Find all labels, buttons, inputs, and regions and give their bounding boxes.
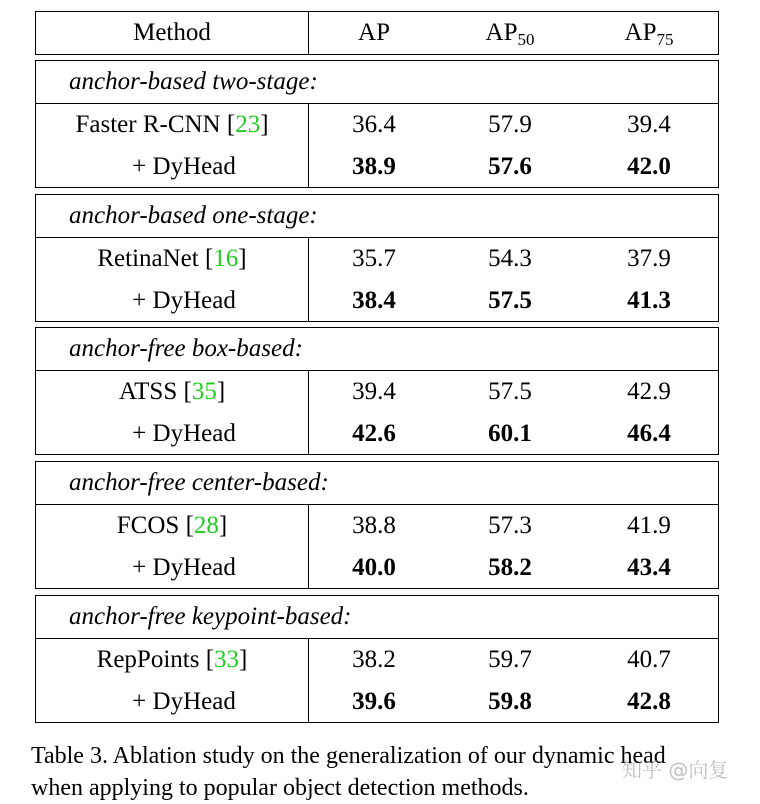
ap-value: 38.8	[352, 512, 396, 539]
ap75-value: 41.3	[627, 287, 671, 314]
method-name: FCOS [28]	[116, 512, 228, 539]
ap50-value: 54.3	[488, 245, 532, 272]
column-divider	[308, 12, 309, 54]
method-name: + DyHead	[132, 153, 236, 180]
table-row	[36, 280, 718, 322]
section-title: anchor-free keypoint-based:	[69, 603, 352, 630]
table-row	[36, 681, 718, 723]
ap75-value: 37.9	[627, 245, 671, 272]
ap75-value: 43.4	[627, 554, 671, 581]
method-name: + DyHead	[132, 287, 236, 314]
table-row	[36, 547, 718, 589]
method-name: ATSS [35]	[118, 378, 226, 405]
ap75-value: 46.4	[627, 420, 671, 447]
ap-value: 38.2	[352, 646, 396, 673]
citation-link[interactable]: 16	[213, 245, 239, 272]
section-two-stage	[35, 60, 719, 188]
section-title: anchor-based two-stage:	[69, 68, 318, 95]
ap-value: 42.6	[352, 420, 396, 447]
table-row	[36, 146, 718, 188]
section-title: anchor-free center-based:	[69, 469, 329, 496]
ap75-value: 42.0	[627, 153, 671, 180]
table-row	[36, 371, 718, 413]
ap50-value: 57.5	[488, 378, 532, 405]
method-name: RetinaNet [16]	[97, 245, 247, 272]
method-name: RepPoints [33]	[96, 646, 248, 673]
section-box-based	[35, 327, 719, 455]
ap50-value: 57.5	[488, 287, 532, 314]
citation-link[interactable]: 33	[214, 646, 240, 673]
ap50-value: 57.9	[488, 111, 532, 138]
section-title: anchor-based one-stage:	[69, 202, 318, 229]
table-row	[36, 639, 718, 681]
citation-link[interactable]: 23	[235, 111, 261, 138]
caption-line: Table 3. Ablation study on the generalization of our dynamic head	[31, 743, 666, 769]
ap75-value: 42.9	[627, 378, 671, 405]
method-name: + DyHead	[132, 554, 236, 581]
ap75-value: 41.9	[627, 512, 671, 539]
citation-link[interactable]: 28	[193, 512, 219, 539]
watermark: 知乎 @向复	[622, 758, 729, 782]
method-name: + DyHead	[132, 688, 236, 715]
ap50-value: 60.1	[488, 420, 532, 447]
table-row	[36, 238, 718, 280]
ap-value: 39.6	[352, 688, 396, 715]
ap-value: 39.4	[352, 378, 396, 405]
table-row	[36, 104, 718, 146]
ap75-value: 42.8	[627, 688, 671, 715]
method-name: + DyHead	[132, 420, 236, 447]
header-method: Method	[133, 19, 211, 46]
table-header	[35, 11, 719, 55]
header-ap: AP	[358, 19, 390, 46]
ap75-value: 40.7	[627, 646, 671, 673]
ap-value: 35.7	[352, 245, 396, 272]
header-ap75: $AP_{75}$	[624, 19, 674, 49]
ap50-value: 57.6	[488, 153, 532, 180]
section-center-based	[35, 461, 719, 589]
table-row	[36, 413, 718, 455]
ap-value: 40.0	[352, 554, 396, 581]
caption-line: when applying to popular object detection methods.	[31, 775, 529, 801]
ap50-value: 58.2	[488, 554, 532, 581]
ap50-value: 59.7	[488, 646, 532, 673]
header-ap50: $AP_{50}$	[485, 19, 535, 49]
ap-value: 38.4	[352, 287, 396, 314]
citation-link[interactable]: 35	[191, 378, 217, 405]
ap-value: 38.9	[352, 153, 396, 180]
ap50-value: 57.3	[488, 512, 532, 539]
section-keypoint-based	[35, 595, 719, 723]
ap50-value: 59.8	[488, 688, 532, 715]
ap-value: 36.4	[352, 111, 396, 138]
table-row	[36, 505, 718, 547]
section-one-stage	[35, 194, 719, 322]
ap75-value: 39.4	[627, 111, 671, 138]
section-title: anchor-free box-based:	[69, 335, 303, 362]
method-name: Faster R-CNN [23]	[75, 111, 269, 138]
